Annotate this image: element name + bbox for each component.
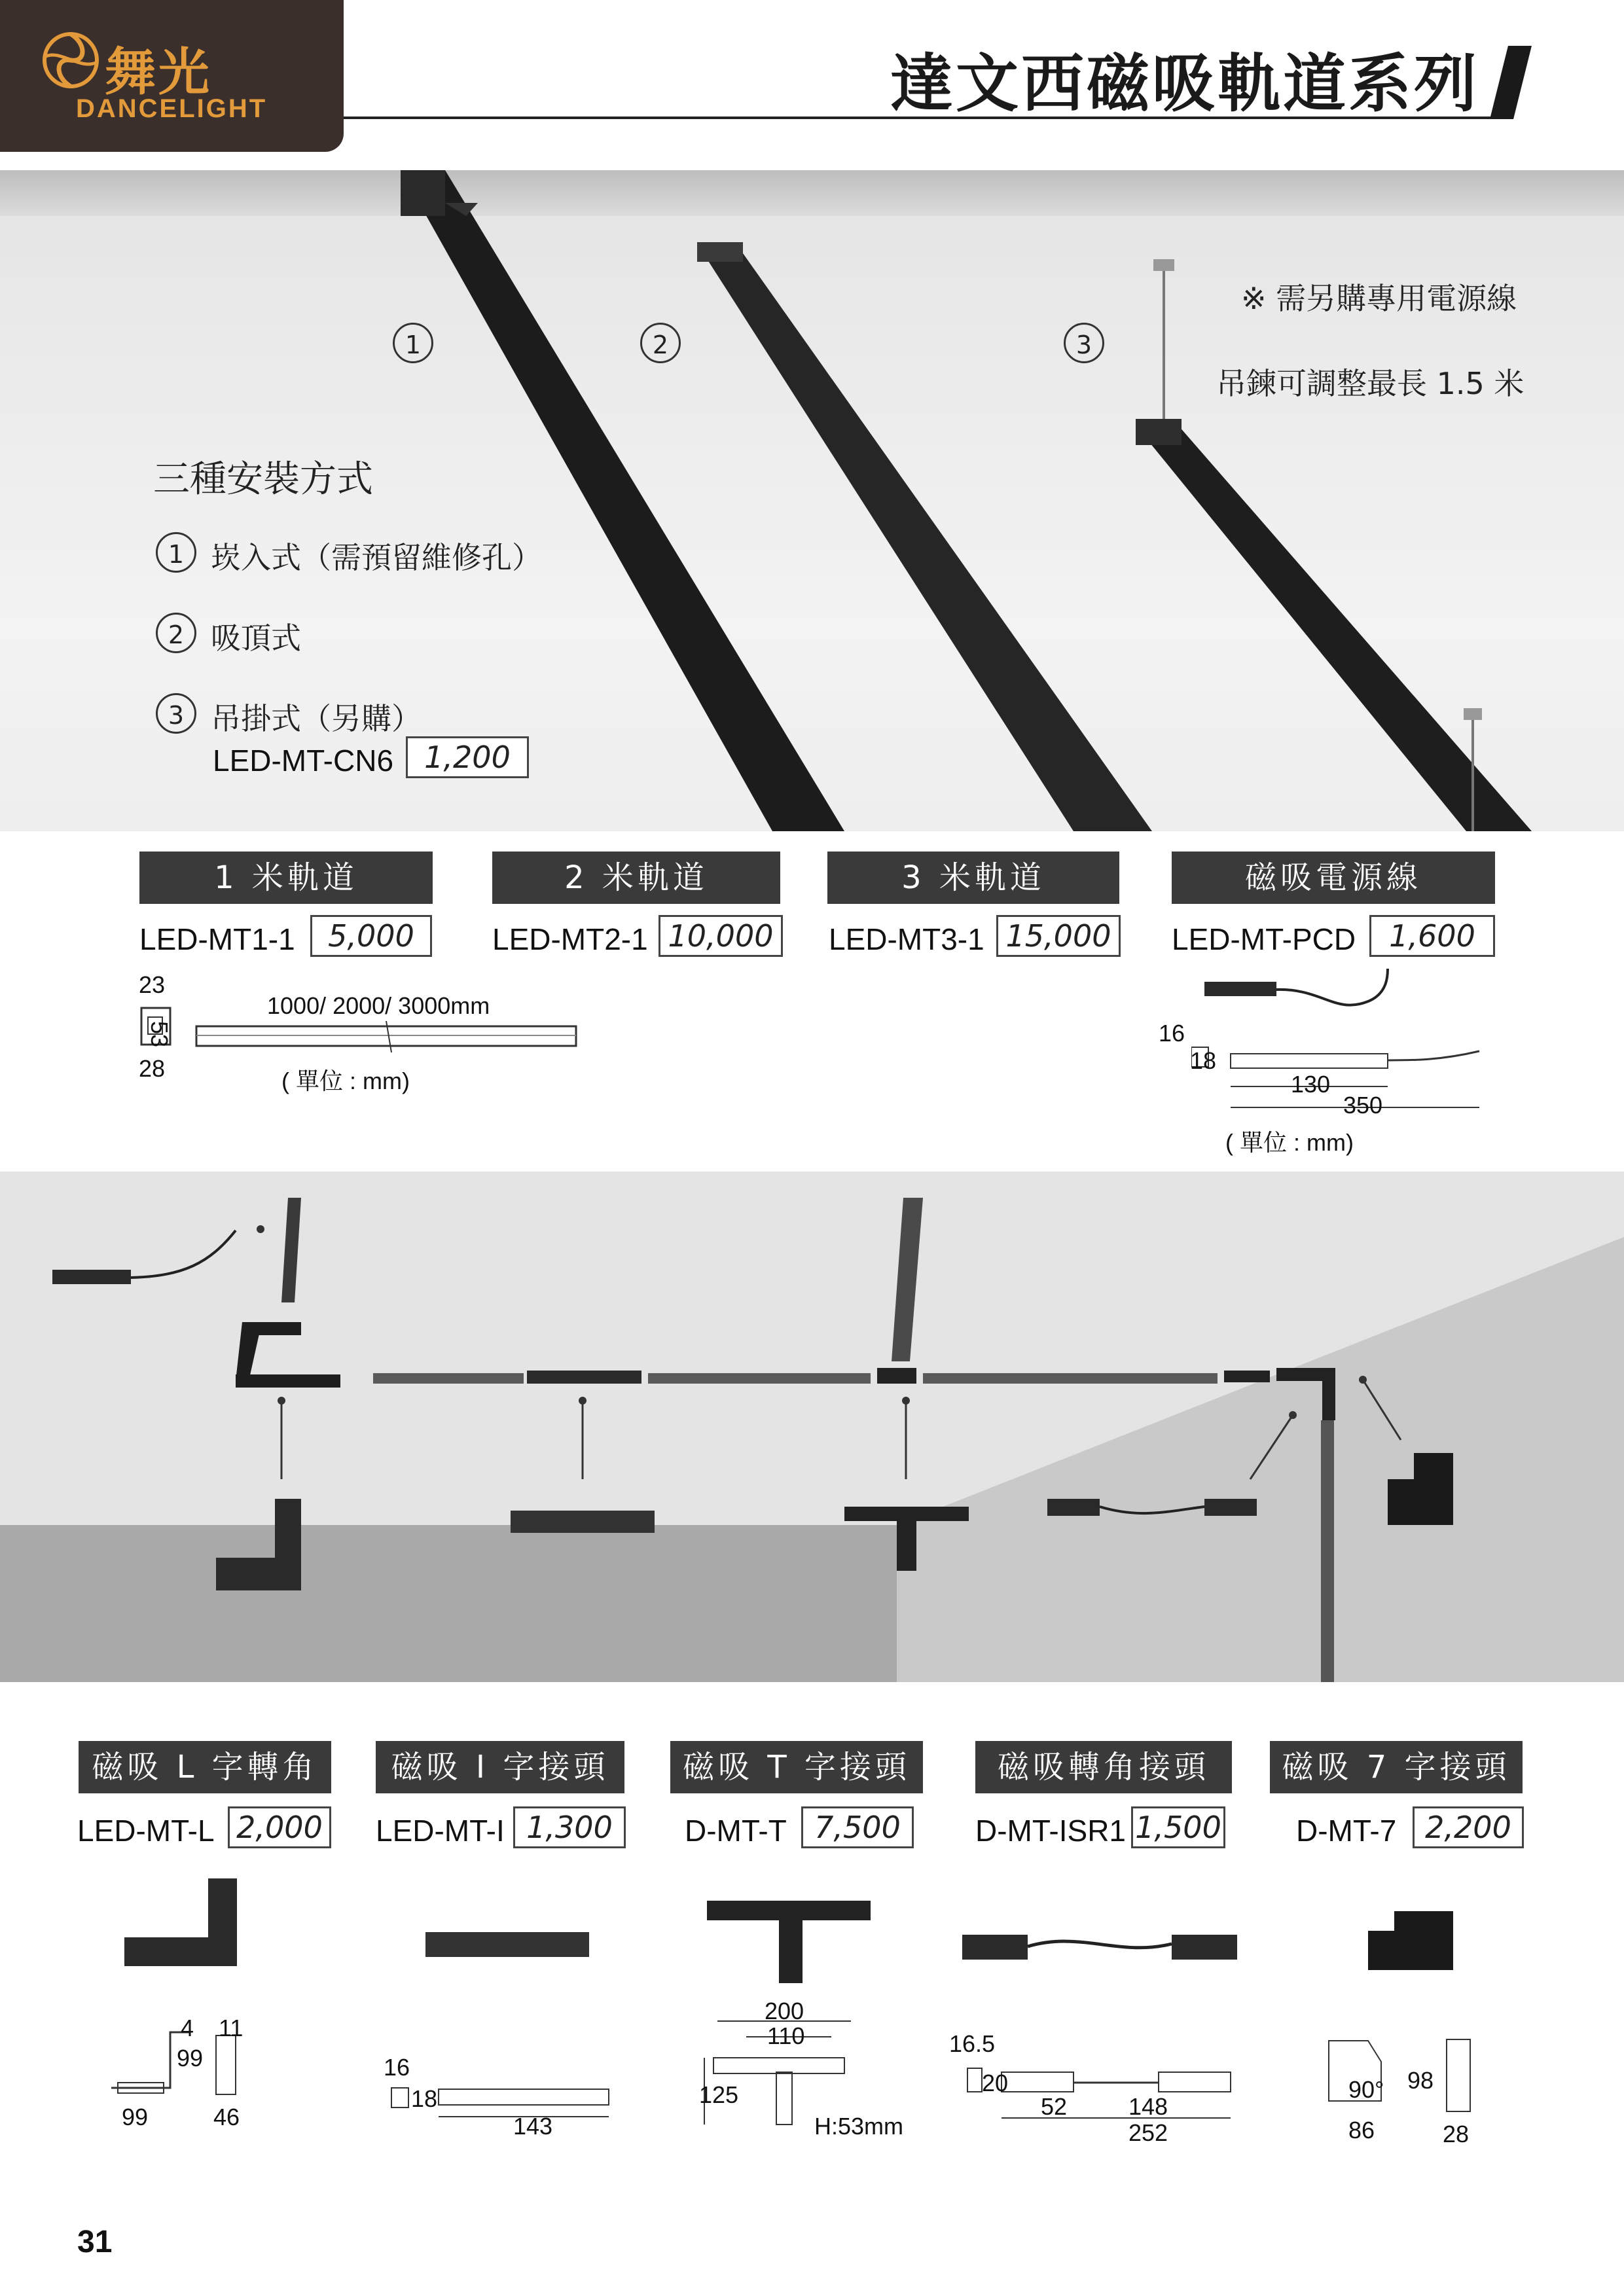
logo-box xyxy=(0,0,344,152)
isr-dim-d: 148 xyxy=(1128,2093,1168,2120)
t-dim-b: 110 xyxy=(767,2022,805,2049)
track-2m-price: 10,000 xyxy=(659,915,783,957)
install-heading: 三種安裝方式 xyxy=(153,458,373,501)
l-corner-title: 磁吸 L 字轉角 xyxy=(79,1741,331,1793)
title-slash-decoration xyxy=(1490,46,1532,119)
pcd-dim-a: 130 xyxy=(1291,1071,1331,1098)
power-cord-note: ※ 需另購專用電源線 xyxy=(1241,281,1517,316)
l-dim-a: 4 xyxy=(181,2015,194,2041)
i-dim-a: 16 xyxy=(384,2054,410,2081)
t-dim-a: 200 xyxy=(765,1998,804,2024)
corner-joint-price: 1,500 xyxy=(1131,1806,1225,1848)
accessory-price: 1,200 xyxy=(406,736,529,778)
track-dim-height: 53 xyxy=(146,1021,173,1048)
t-joint-model: D-MT-T xyxy=(685,1814,787,1848)
method-num-3: 3 xyxy=(156,693,196,734)
track-dim-width: 23 xyxy=(139,971,166,998)
corner-joint-title: 磁吸轉角接頭 xyxy=(975,1741,1232,1793)
power-cord-price: 1,600 xyxy=(1369,915,1495,957)
track-dim-unit: ( 單位 : mm) xyxy=(281,1067,410,1094)
i-joint-model: LED-MT-I xyxy=(376,1814,505,1848)
hero-photo xyxy=(0,170,1624,831)
seven-dim-c: 28 xyxy=(1443,2121,1470,2147)
t-dim-c: 125 xyxy=(699,2081,739,2108)
pcd-dim-h: 18 xyxy=(1190,1047,1217,1074)
method-label-1: 崁入式（需預留維修孔） xyxy=(211,540,542,575)
track-2m-model: LED-MT2-1 xyxy=(492,922,648,956)
method-num-2: 2 xyxy=(156,613,196,653)
page-title: 達文西磁吸軌道系列 xyxy=(890,47,1479,120)
i-dim-b: 18 xyxy=(411,2085,438,2112)
method-label-2: 吸頂式 xyxy=(211,620,301,656)
seven-dim-b: 86 xyxy=(1348,2117,1375,2144)
l-dim-d: 99 xyxy=(122,2104,149,2130)
i-dim-c: 143 xyxy=(513,2113,553,2140)
seven-joint-price: 2,200 xyxy=(1413,1806,1524,1848)
seven-dim-angle: 90° xyxy=(1348,2076,1384,2103)
track-1m-title: 1 米軌道 xyxy=(139,852,433,904)
t-joint-price: 7,500 xyxy=(801,1806,914,1848)
l-dim-c: 99 xyxy=(177,2045,204,2072)
track-1m-model: LED-MT1-1 xyxy=(139,922,295,956)
isr-dim-e: 252 xyxy=(1128,2119,1168,2146)
t-joint-title: 磁吸 T 字接頭 xyxy=(670,1741,923,1793)
corner-joint-model: D-MT-ISR1 xyxy=(975,1814,1126,1848)
t-dim-h: H:53mm xyxy=(814,2113,904,2140)
l-dim-b: 11 xyxy=(219,2015,244,2041)
track-label-2: 2 xyxy=(640,323,681,363)
brand-name-en: DANCELIGHT xyxy=(76,94,268,123)
system-layout-drawing xyxy=(0,1172,1624,1682)
track-2m-title: 2 米軌道 xyxy=(492,852,780,904)
track-3m-price: 15,000 xyxy=(996,915,1121,957)
pcd-dim-unit: ( 單位 : mm) xyxy=(1225,1129,1354,1156)
l-corner-model: LED-MT-L xyxy=(77,1814,215,1848)
accessory-model: LED-MT-CN6 xyxy=(213,744,394,778)
track-dim-depth: 28 xyxy=(139,1055,166,1082)
isr-dim-c: 52 xyxy=(1041,2093,1068,2120)
connector-drawings xyxy=(98,1872,1538,2147)
isr-dim-b: 20 xyxy=(982,2070,1009,2096)
l-corner-price: 2,000 xyxy=(228,1806,331,1848)
power-cord-model: LED-MT-PCD xyxy=(1172,922,1356,956)
pcd-dim-w: 16 xyxy=(1159,1020,1185,1047)
chain-note: 吊鍊可調整最長 1.5 米 xyxy=(1216,366,1525,401)
track-3m-model: LED-MT3-1 xyxy=(829,922,984,956)
method-label-3: 吊掛式（另購） xyxy=(211,701,422,736)
page-number: 31 xyxy=(77,2225,113,2259)
track-1m-price: 5,000 xyxy=(310,915,432,957)
system-diagram xyxy=(0,1172,1624,1682)
isr-dim-a: 16.5 xyxy=(949,2030,996,2057)
i-joint-title: 磁吸 I 字接頭 xyxy=(376,1741,624,1793)
i-joint-price: 1,300 xyxy=(513,1806,626,1848)
seven-joint-model: D-MT-7 xyxy=(1296,1814,1397,1848)
track-dim-lengths: 1000/ 2000/ 3000mm xyxy=(267,992,490,1019)
track-dimension-drawing xyxy=(131,975,589,1067)
track-label-3: 3 xyxy=(1064,323,1104,363)
brand-swirl-icon xyxy=(41,30,101,90)
track-3m-title: 3 米軌道 xyxy=(827,852,1119,904)
seven-dim-a: 98 xyxy=(1407,2067,1434,2094)
track-label-1: 1 xyxy=(393,323,433,363)
method-num-1: 1 xyxy=(156,532,196,573)
seven-joint-title: 磁吸 7 字接頭 xyxy=(1270,1741,1523,1793)
pcd-dim-b: 350 xyxy=(1343,1092,1383,1119)
power-cord-title: 磁吸電源線 xyxy=(1172,852,1495,904)
l-dim-e: 46 xyxy=(213,2104,240,2130)
brand-name-cn: 舞光 xyxy=(105,43,213,102)
